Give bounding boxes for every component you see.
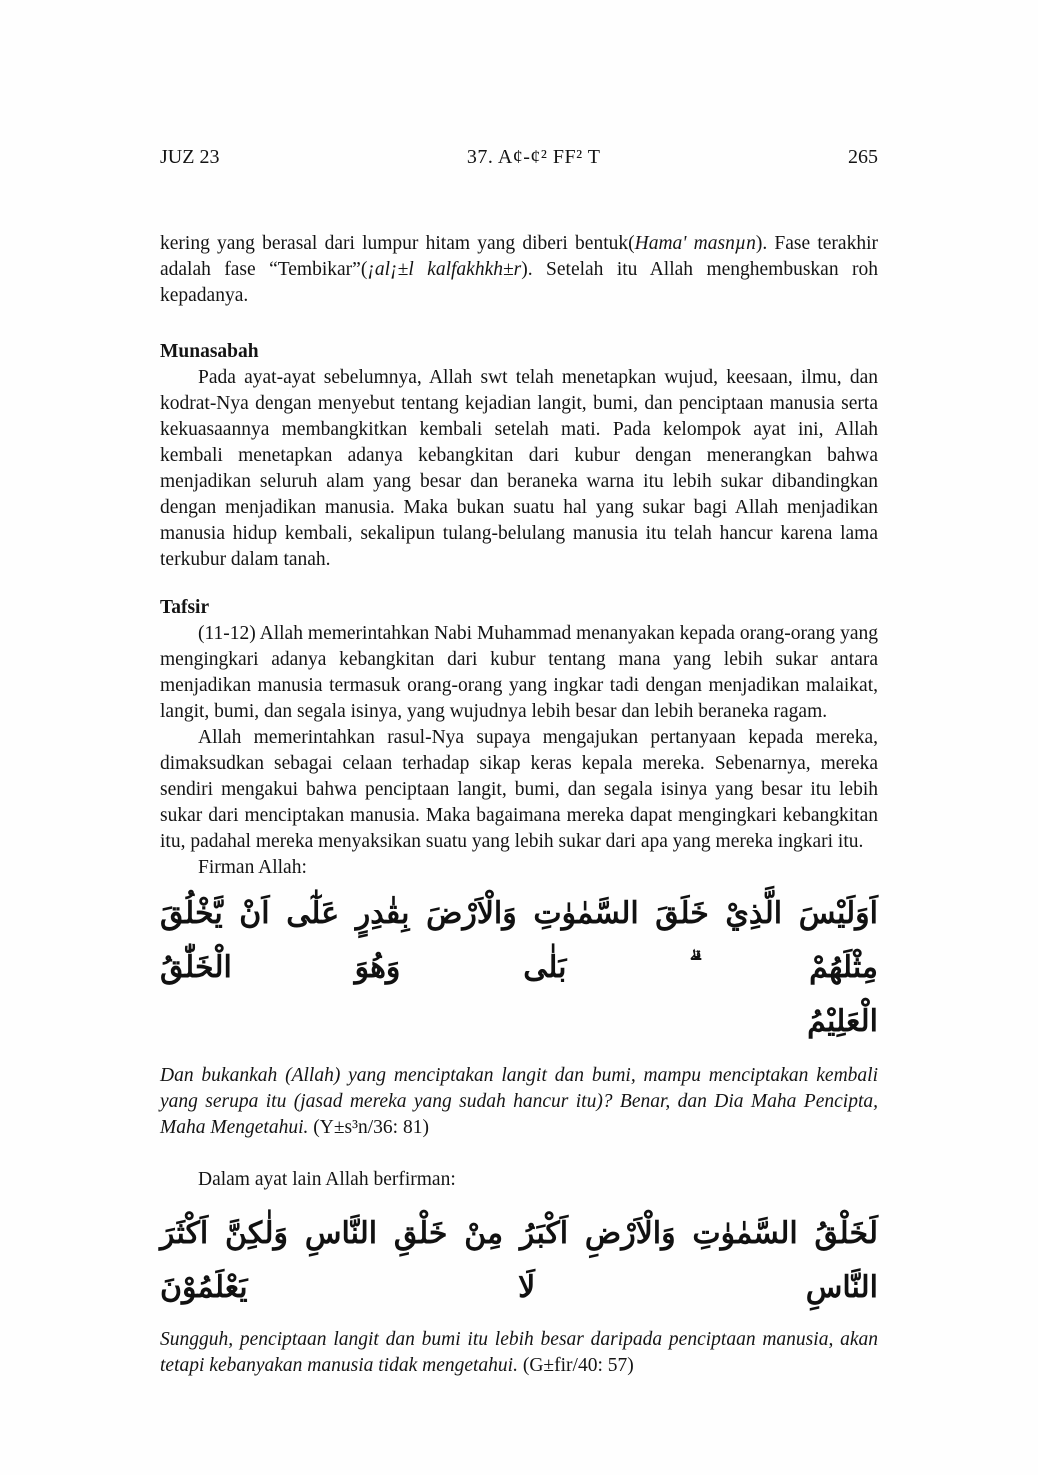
munasabah-paragraph: Pada ayat-ayat sebelumnya, Allah swt telah menetapkan wujud, keesaan, ilmu, dan kodrat-Nya dengan menyebut tentang kejadian langit, bumi, dan penciptaan manusia serta kekuasaannya membangkitkan kembali setelah mati. Pada kelompok ayat ini, Allah kembali menetapkan adanya kebangkitan dari kubur dengan menerangkan bahwa menjadikan seluruh alam yang besar dan beraneka warna itu lebih sukar dibandingkan dengan menjadikan manusia. Maka bukan suatu hal yang sukar bagi Allah menjadikan manusia hidup kembali, sekalipun tulang-belulang manusia itu telah hancur karena lama terkubur dalam tanah. — [160, 367, 878, 570]
juz-label: JUZ 23 — [160, 146, 220, 168]
tafsir-paragraph-1: (11-12) Allah memerintahkan Nabi Muhammad menanyakan kepada orang-orang yang mengingkari adanya kebangkitan dari kubur tentang mana yang lebih sukar antara menjadikan manusia termasuk orang-orang yang ingkar tadi dengan menjadikan malaikat, langit, bumi, dan segala isinya, yang wujudnya lebih besar dan lebih beraneka ragam. — [160, 623, 878, 722]
tafsir-paragraph-2: Allah memerintahkan rasul-Nya supaya mengajukan pertanyaan kepada mereka, dimaksudkan sebagai celaan terhadap sikap keras kepala mereka. Sebenarnya, mereka sendiri mengakui bahwa penciptaan langit, bumi, dan segala isinya yang besar itu lebih sukar dari menciptakan manusia. Maka bagaimana mereka dapat mengingkari kebangkitan itu, padahal mereka menyaksikan suatu yang lebih sukar dari apa yang mereka ingkari itu. — [160, 727, 878, 852]
intro-text-run: kering yang berasal dari lumpur hitam yang diberi bentuk( — [160, 233, 635, 254]
page-number: 265 — [847, 146, 878, 168]
intro-text-run: ). Fase terakhir adalah fase “Tembikar”( — [160, 233, 878, 280]
surah-title: 37. A¢-¢² FF² T — [466, 146, 601, 168]
translation-text: Dan bukankah (Allah) yang menciptakan langit dan bumi, mampu menciptakan kembali yang serupa itu (jasad mereka yang sudah hancur itu)? Benar, dan Dia Maha Pencipta, Maha Mengetahui. — [160, 1065, 878, 1138]
firman-allah-label: Firman Allah: — [198, 857, 307, 878]
arabic-verse-yasin-line-1: اَوَلَيْسَ الَّذِيْ خَلَقَ السَّمٰوٰتِ وَالْاَرْضَ بِقٰدِرٍ عَلٰٓى اَنْ يَّخْلُقَ مِثْلَهُمْ ۗ بَلٰى وَهُوَ الْخَلّٰقُ — [160, 896, 878, 985]
arabic-verse-yasin — [160, 887, 878, 1049]
citation-yasin: (Y±s³n/36: 81) — [313, 1117, 429, 1138]
page-content — [160, 145, 878, 1379]
citation-gafir: (G±fir/40: 57) — [522, 1355, 634, 1376]
intro-paragraph — [160, 231, 878, 309]
verse-gafir-translation — [160, 1327, 878, 1379]
tafsir-heading: Tafsir — [160, 597, 210, 618]
arabic-verse-yasin-line-2: الْعَلِيْمُ — [807, 1004, 878, 1039]
dalam-ayat-label: Dalam ayat lain Allah berfirman: — [198, 1169, 456, 1190]
arabic-verse-gafir: لَخَلْقُ السَّمٰوٰتِ وَالْاَرْضِ اَكْبَرُ مِنْ خَلْقِ النَّاسِ وَلٰكِنَّ اَكْثَرَ النَّاسِ لَا يَعْلَمُوْنَ — [160, 1216, 878, 1305]
translation-text: Sungguh, penciptaan langit dan bumi itu lebih besar daripada penciptaan manusia, akan tetapi kebanyakan manusia tidak mengetahui. — [160, 1329, 878, 1376]
intro-text-run: ). Setelah itu Allah menghembuskan roh kepadanya. — [160, 259, 878, 306]
intro-italic-term-1: Hama' masnµn — [634, 233, 756, 254]
page-header — [160, 145, 878, 169]
verse-yasin-translation — [160, 1063, 878, 1141]
munasabah-heading: Munasabah — [160, 341, 259, 362]
intro-italic-term-2: ¡al¡±l kalfakhkh±r — [367, 259, 522, 280]
